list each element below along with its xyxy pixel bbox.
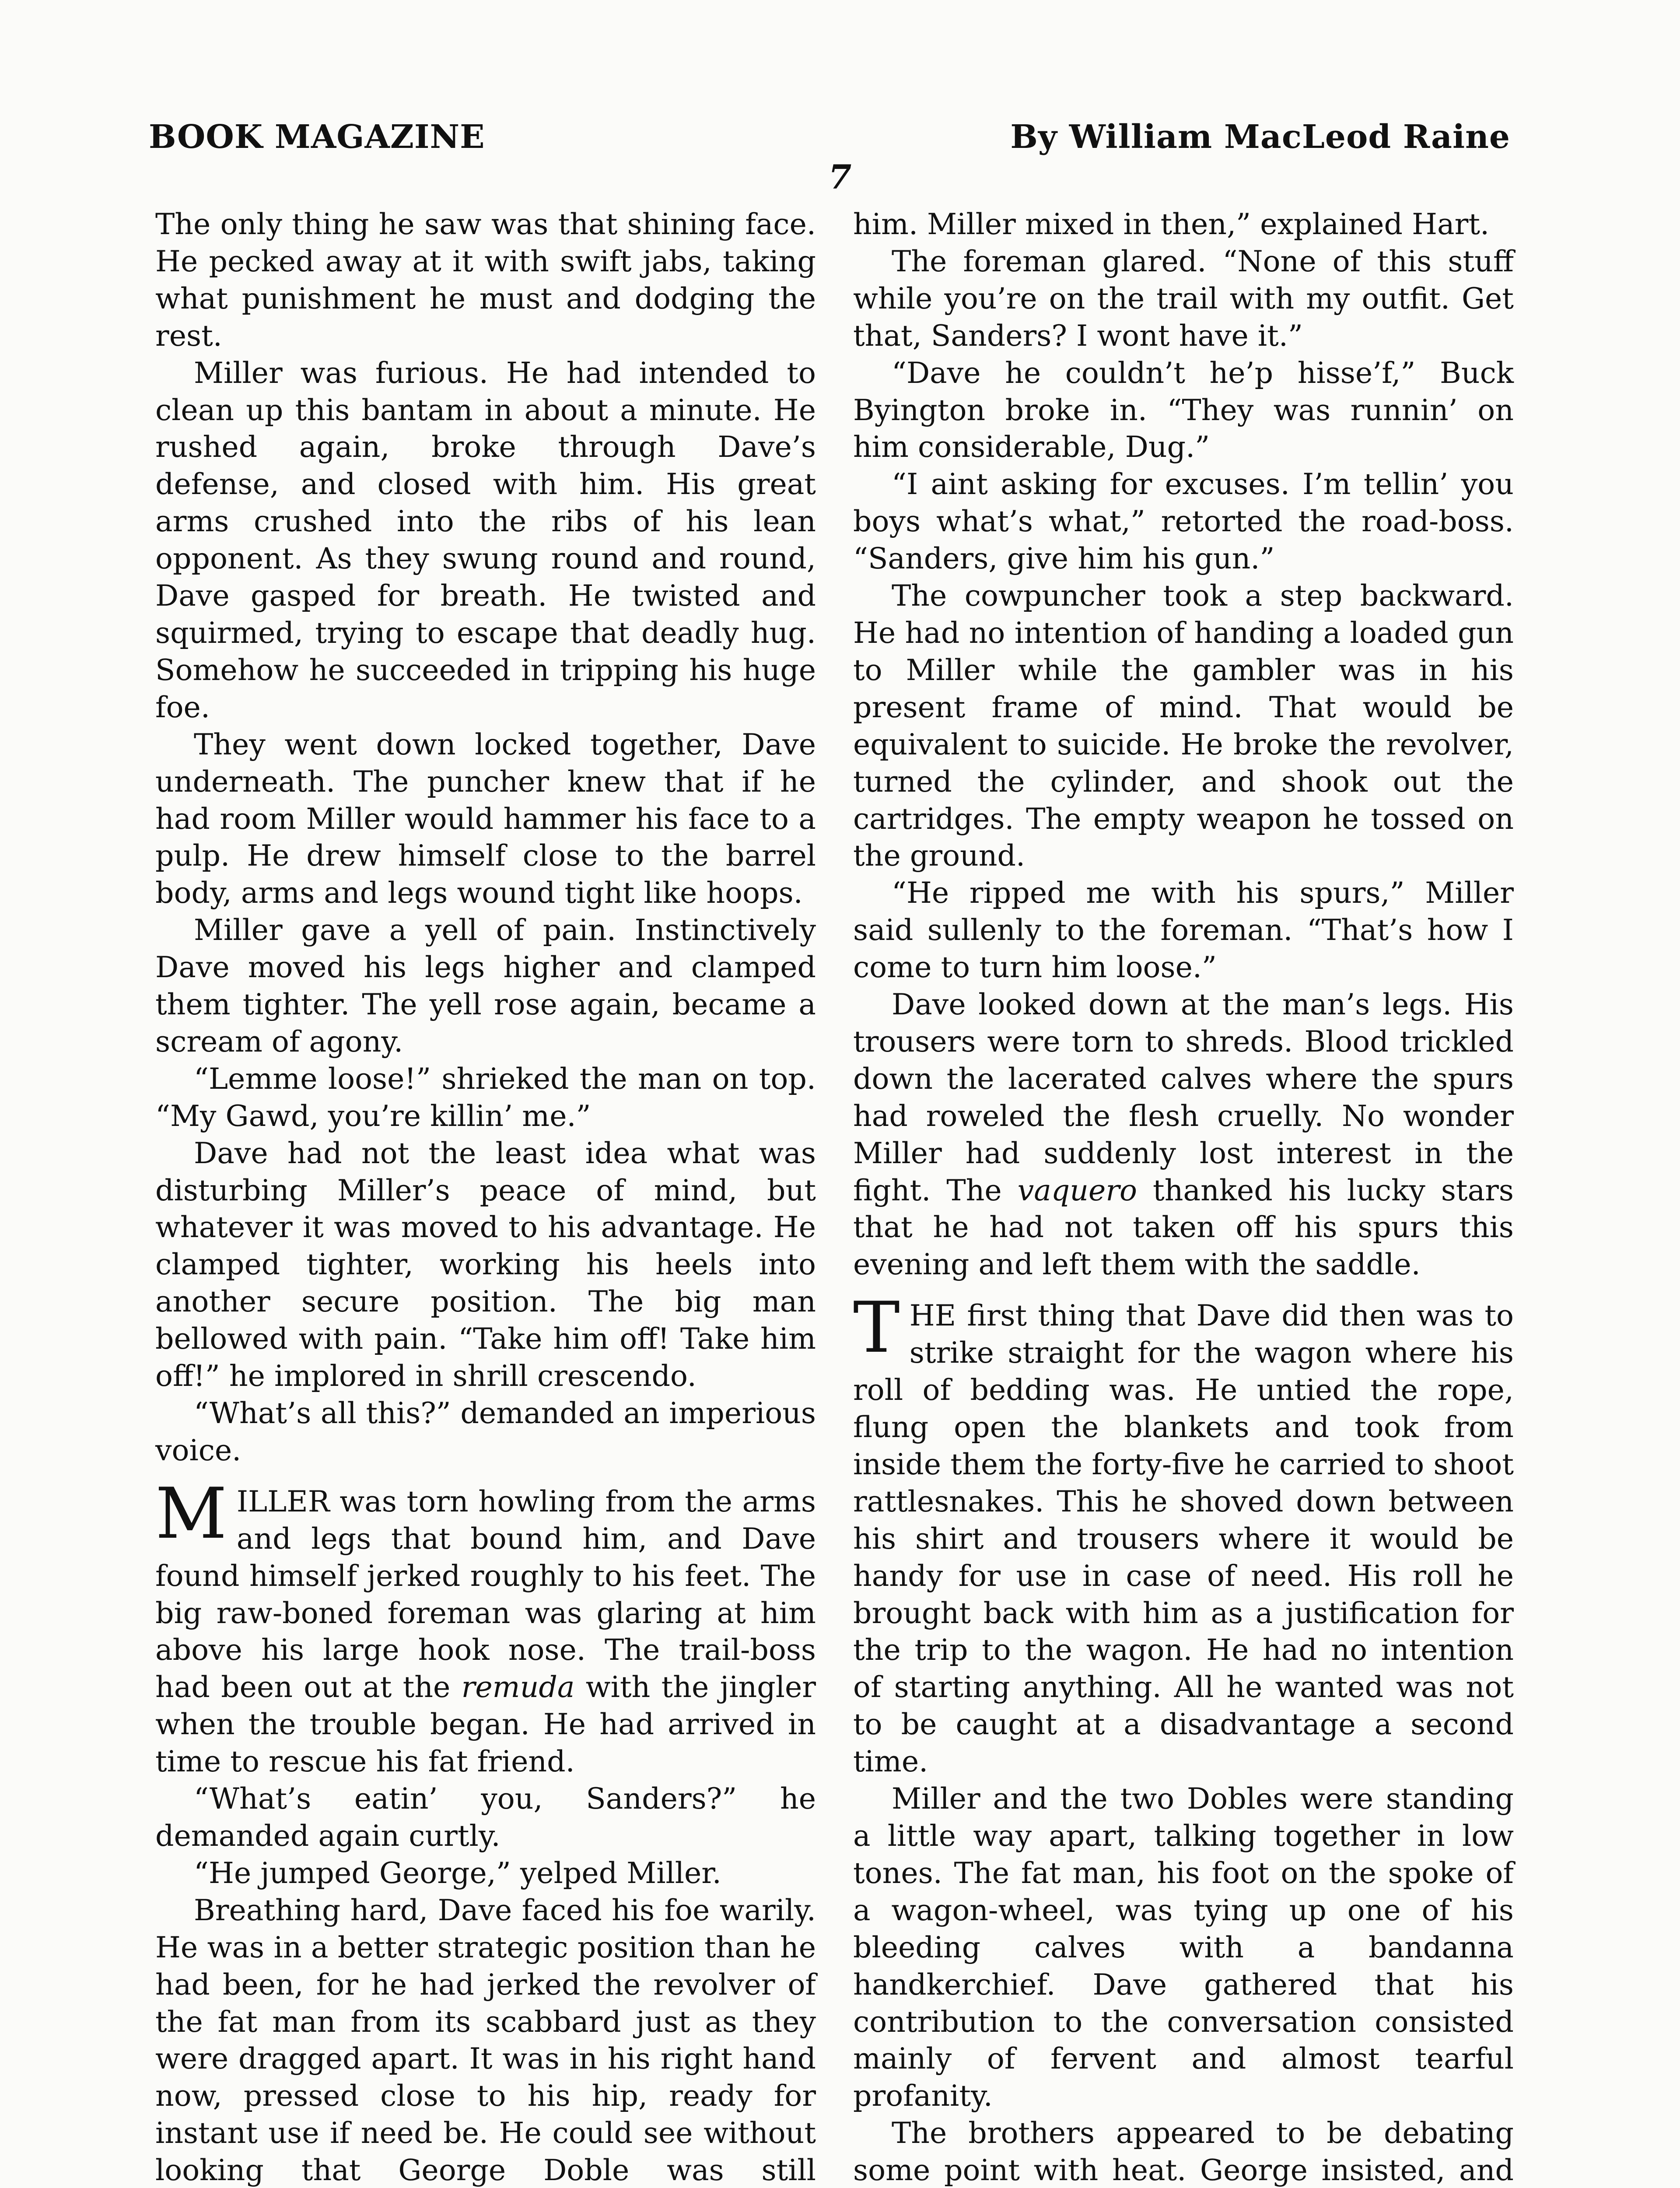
paragraph: The cowpuncher took a step backward. He had no intention of handing a loaded gun to Miller while the gambler was in his present frame of mind. That would be equivalent to suicide. He broke the revolver, turned the cylinder, and shook out the cartridges. The empty weapon he tossed on the ground.	[853, 579, 1514, 873]
paragraph: The brothers appeared to be debating some point with heat. George insisted, and	[853, 2116, 1514, 2188]
paragraph-text: Dave looked down at the man’s legs. His trousers were torn to shreds. Blood trickled down the lacerated calves where the spurs had roweled the flesh cruelly. No wonder Miller had suddenly lost interest in the fight. The	[853, 987, 1514, 1207]
paragraph: The only thing he saw was that shining face. He pecked away at it with swift jabs, taking what punishment he must and dodging the rest.	[155, 207, 816, 353]
running-head-magazine: BOOK MAGAZINE	[149, 118, 485, 156]
paragraph: Dave had not the least idea what was disturbing Miller’s peace of mind, but whatever it was moved to his advantage. He clamped tighter, working his heels into another secure position. The big man bellowed with pain. “Take him off! Take him off!” he implored in shrill crescendo.	[155, 1136, 816, 1393]
paragraph	[853, 986, 1514, 1283]
paragraph: him. Miller mixed in then,” explained Hart.	[853, 207, 1490, 241]
paragraph-text: HE first thing that Dave did then was to strike straight for the wagon where his roll of bedding was. He untied the rope, flung open the blankets and took from inside them the forty-five he carried to shoot rattlesnakes. This he shoved down between his shirt and trousers where it would be handy for use in case of need. His roll he brought back with him as a justification for the trip to the wagon. He had no intention of starting anything. All he wanted was not to be caught at a disadvantage a second time.	[853, 1298, 1514, 1779]
left-column	[155, 206, 816, 2188]
drop-cap: T	[853, 1287, 900, 1369]
drop-cap: M	[155, 1472, 227, 1554]
right-column	[853, 206, 1514, 2188]
paragraph: “He jumped George,” yelped Miller.	[194, 1855, 721, 1890]
paragraph: Miller was furious. He had intended to clean up this bantam in about a minute. He rushed again, broke through Dave’s defense, and closed with him. His great arms crushed into the ribs of his lean opponent. As they swung round and round, Dave gasped for breath. He twisted and squirmed, trying to escape that deadly hug. Somehow he succeeded in tripping his huge foe.	[155, 355, 816, 724]
italic-term: vaquero	[1017, 1173, 1138, 1207]
paragraph: The foreman glared. “None of this stuff while you’re on the trail with my outfit. Get that, Sanders? I wont have it.”	[853, 244, 1514, 353]
paragraph: “I aint asking for excuses. I’m tellin’ you boys what’s what,” retorted the road-boss. “Sanders, give him his gun.”	[853, 467, 1514, 576]
paragraph: “What’s all this?” demanded an imperious voice.	[155, 1396, 816, 1467]
section-paragraph	[853, 1287, 1514, 1780]
paragraph: “He ripped me with his spurs,” Miller said sullenly to the foreman. “That’s how I come to turn him loose.”	[853, 876, 1514, 985]
section-paragraph	[155, 1472, 816, 1780]
paragraph-text: ILLER was torn howling from the arms and legs that bound him, and Dave found himself jerked roughly to his feet. The big raw-boned foreman was glaring at him above his large hook nose. The trail-boss had been out at the	[155, 1484, 816, 1704]
paragraph: Miller gave a yell of pain. Instinctively Dave moved his legs higher and clamped them tighter. The yell rose again, became a scream of agony.	[155, 913, 816, 1059]
italic-term: remuda	[461, 1670, 575, 1704]
paragraph: “Dave he couldn’t he’p hisse’f,” Buck Byington broke in. “They was runnin’ on him considerable, Dug.”	[853, 355, 1514, 464]
running-head-author: By William MacLeod Raine	[1010, 118, 1510, 156]
paragraph: Miller and the two Dobles were standing a little way apart, talking together in low tones. The fat man, his foot on the spoke of a wagon-wheel, was tying up one of his bleeding calves with a bandanna handkerchief. Dave gathered that his contribution to the conversation consisted mainly of fervent and almost tearful profanity.	[853, 1781, 1514, 2113]
paragraph-text: with the jingler when the trouble began. He had arrived in time to rescue his fat friend.	[155, 1670, 816, 1779]
paragraph: They went down locked together, Dave underneath. The puncher knew that if he had room Miller would hammer his face to a pulp. He drew himself close to the barrel body, arms and legs wound tight like hoops.	[155, 727, 816, 910]
page-number: 7	[828, 158, 852, 196]
paragraph: Breathing hard, Dave faced his foe warily. He was in a better strategic position than he had been, for he had jerked the revolver of the fat man from its scabbard just as they were dragged apart. It was in his right hand now, pressed close to his hip, ready for instant use if need be. He could see without looking that George Doble was still	[155, 1893, 816, 2188]
paragraph: “Lemme loose!” shrieked the man on top. “My Gawd, you’re killin’ me.”	[155, 1061, 816, 1133]
paragraph: “What’s eatin’ you, Sanders?” he demanded again curtly.	[155, 1781, 816, 1853]
paragraph-text: thanked his lucky stars that he had not taken off his spurs this evening and left them with the saddle.	[853, 1173, 1514, 1282]
